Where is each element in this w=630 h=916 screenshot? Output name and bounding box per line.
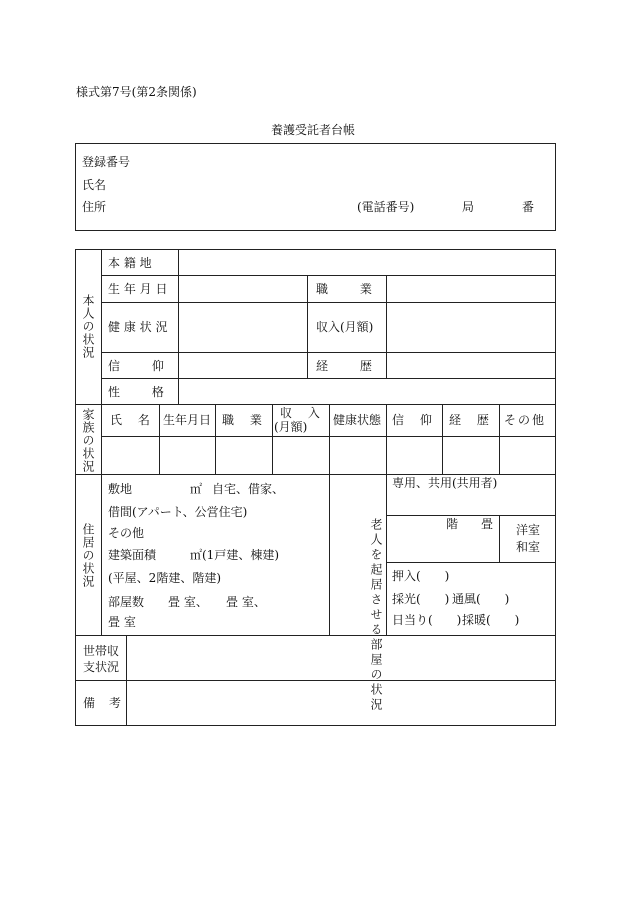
housing-ownership: 自宅、借家、	[212, 482, 285, 496]
housing-rental: 借間(アパート、公営住宅)	[108, 505, 248, 519]
honseki-label: 本 籍 地	[108, 256, 152, 270]
occupation-label: 職 業	[316, 282, 386, 296]
family-col-career: 経 歴	[449, 413, 495, 427]
family-col-name: 氏 名	[110, 413, 156, 427]
room-yoshitsu: 洋室	[516, 523, 541, 537]
family-col-belief: 信 仰	[392, 413, 438, 427]
housing-other: その他	[108, 526, 145, 540]
income-label: 収入(月額)	[316, 320, 374, 334]
phone-kyoku: 局	[462, 200, 475, 214]
phone-label: (電話番号)	[357, 200, 415, 214]
personal-section-label: 本人の状況	[81, 294, 95, 359]
family-col-other: その他	[504, 413, 547, 427]
name-label: 氏名	[82, 178, 107, 192]
room-saidan: 採暖( )	[462, 613, 520, 627]
family-col-income-monthly: (月額)	[274, 420, 308, 434]
header-box	[75, 143, 556, 231]
room-floor: 階	[446, 517, 459, 531]
room-tsufu: 通風( )	[452, 592, 510, 606]
personality-label: 性 格	[108, 385, 178, 399]
room-usage: 専用、共用(共用者)	[392, 476, 498, 490]
health-label: 健 康 状 況	[108, 320, 168, 334]
phone-ban: 番	[522, 200, 535, 214]
form-number: 様式第7号(第2条関係)	[76, 85, 197, 99]
family-section-label: 家族の状況	[81, 408, 95, 473]
belief-label: 信 仰	[108, 359, 178, 373]
room-hiatari: 日当り( )	[392, 613, 462, 627]
form-title: 養護受託者台帳	[271, 123, 356, 137]
family-col-health: 健康状態	[333, 413, 382, 427]
address-label: 住所	[82, 200, 107, 214]
housing-building-area: 建築面積	[108, 548, 157, 562]
housing-room-1: 畳 室、	[168, 595, 208, 609]
career-label: 経 歴	[316, 359, 386, 373]
housing-building-type: ㎡(1戸建、棟建)	[190, 548, 279, 562]
birthdate-label: 生 年 月 日	[108, 282, 168, 296]
room-tatami: 畳	[481, 517, 494, 531]
remarks-label: 備考	[83, 696, 136, 710]
room-saiko: 採光( )	[392, 592, 450, 606]
housing-shikichi: 敷地	[108, 482, 133, 496]
family-col-birth: 生年月日	[163, 413, 212, 427]
housing-room-2: 畳 室、	[226, 595, 266, 609]
housing-room-3: 畳 室	[108, 615, 136, 629]
registration-number-label: 登録番号	[82, 155, 131, 169]
housing-section-label: 住居の状況	[81, 523, 95, 588]
household-income-label: 世帯収支状況	[83, 644, 120, 674]
housing-room-count: 部屋数	[108, 595, 145, 609]
family-col-occupation: 職 業	[222, 413, 268, 427]
housing-floors: (平屋、2階建、階建)	[108, 571, 221, 585]
elder-room-label: 老人を起居させる部屋の状況	[369, 518, 383, 713]
room-washitsu: 和室	[516, 540, 541, 554]
family-col-income: 収 入	[280, 406, 326, 420]
room-oshiire: 押入( )	[392, 569, 450, 583]
housing-shikichi-unit: ㎡	[190, 482, 203, 496]
